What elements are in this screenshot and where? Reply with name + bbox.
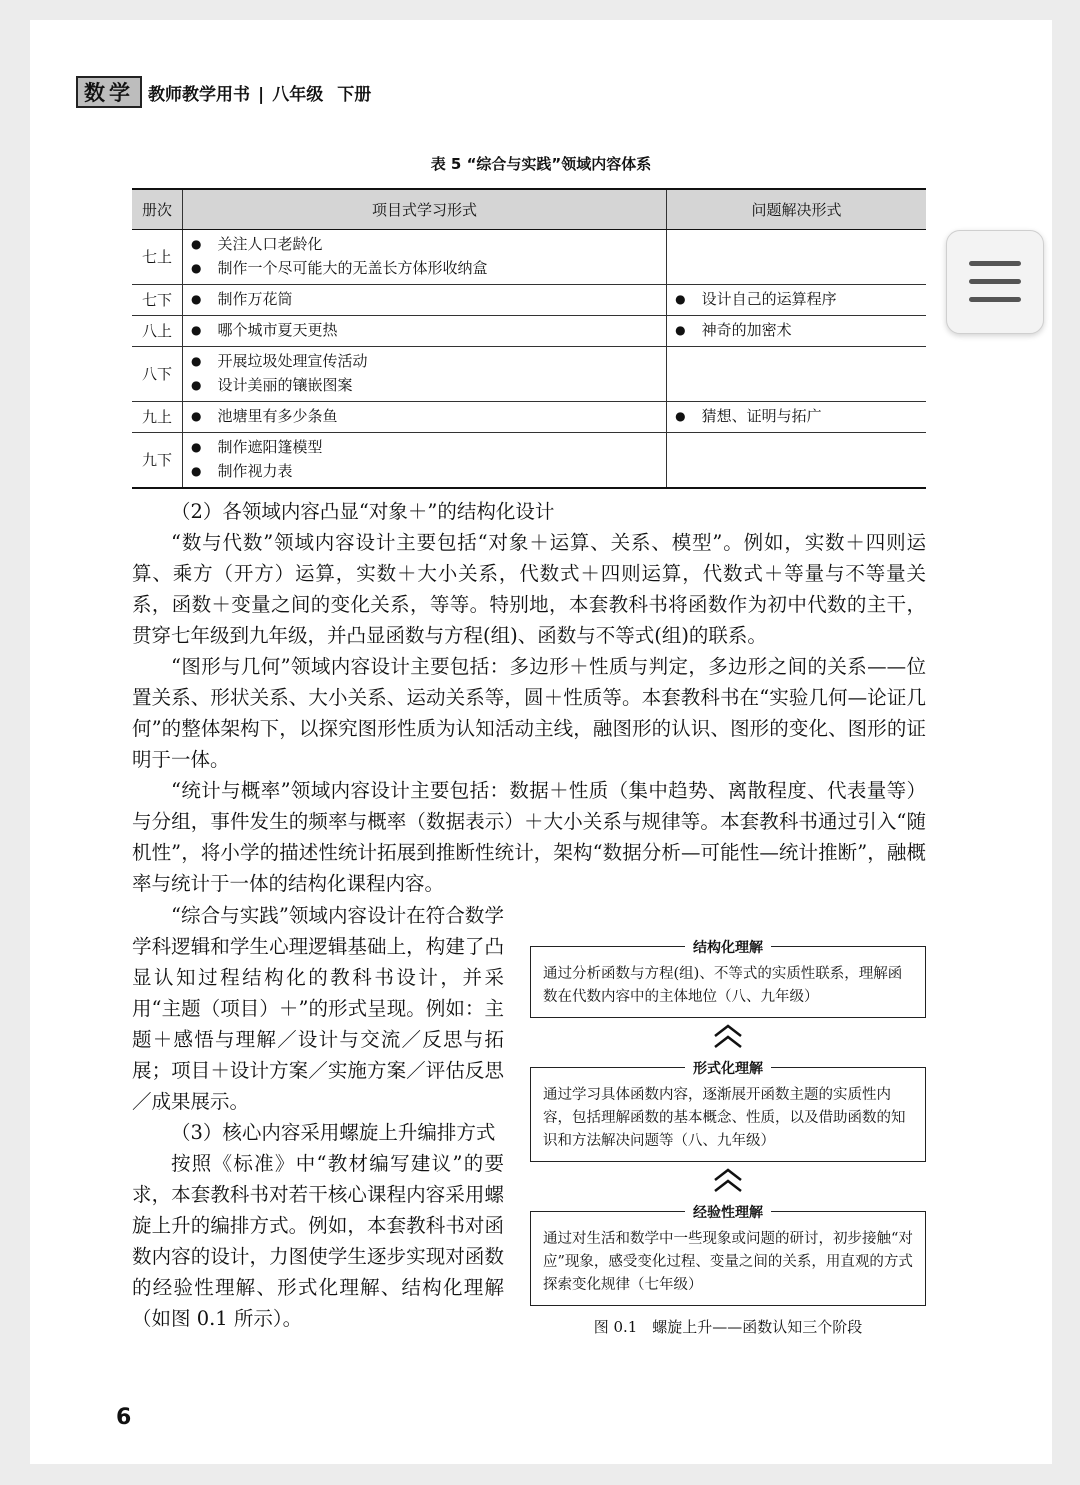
volume-cell: 七上 xyxy=(132,230,182,285)
table-title: 表 5 “综合与实践”领域内容体系 xyxy=(430,155,652,173)
paragraph-practice: “综合与实践”领域内容设计在符合数学学科逻辑和学生心理逻辑基础上，构建了凸显认知过程结构化的教科书设计，并采用“主题（项目）＋”的形式呈现。例如：主题＋感悟与理解／设计与交流／反思与拓展；项目＋设计方案／实施方案／评估反思／成果展示。 xyxy=(132,904,504,1113)
stage-box: 通过分析函数与方程(组)、不等式的实质性联系，理解函数在代数内容中的主体地位（八、九年级） xyxy=(530,947,926,1018)
table-row xyxy=(132,285,926,316)
project-cell xyxy=(182,433,666,489)
list-item: ● 关注人口老龄化 xyxy=(191,233,658,257)
body-text xyxy=(132,496,926,899)
list-item: ● 神奇的加密术 xyxy=(675,319,918,343)
header-separator: | xyxy=(258,84,265,105)
project-cell xyxy=(182,347,666,402)
hamburger-menu-icon xyxy=(967,257,1023,307)
term-label: 下册 xyxy=(337,84,372,105)
volume-cell: 九下 xyxy=(132,433,182,489)
double-chevron-up-icon xyxy=(530,1162,926,1200)
stage-box: 通过对生活和数学中一些现象或问题的研讨，初步接触“对应”现象，感受变化过程、变量之间的关系，用直观的方式探索变化规律（七年级） xyxy=(530,1212,926,1306)
paragraph-number-algebra: “数与代数”领域内容设计主要包括“对象＋运算、关系、模型”。例如，实数＋四则运算、乘方（开方）运算，实数＋大小关系，代数式＋四则运算，代数式＋等量与不等量关系，函数＋变量之间的变化关系，等等。特别地，本套教科书将函数作为初中代数的主干，贯穿七年级到九年级，并凸显函数与方程(组)、函数与不等式(组)的联系。 xyxy=(132,531,926,647)
table-row xyxy=(132,402,926,433)
list-item: ● 设计自己的运算程序 xyxy=(675,288,918,312)
double-chevron-up-icon xyxy=(530,1018,926,1056)
page-number: 6 xyxy=(116,1405,132,1430)
table-row xyxy=(132,230,926,285)
stage-block-formal xyxy=(530,1058,926,1162)
column-header-project-form: 项目式学习形式 xyxy=(182,189,666,230)
list-item: ● 制作视力表 xyxy=(191,460,658,484)
stage-title: 形式化理解 xyxy=(685,1061,771,1077)
book-title: 教师教学用书 xyxy=(148,84,250,105)
stage-box: 通过学习具体函数内容，逐渐展开函数主题的实质性内容，包括理解函数的基本概念、性质，以及借助函数的知识和方法解决问题等（八、九年级） xyxy=(530,1068,926,1162)
stage-title: 经验性理解 xyxy=(685,1205,771,1221)
problem-cell xyxy=(667,285,926,316)
paragraph-statistics: “统计与概率”领域内容设计主要包括：数据＋性质（集中趋势、离散程度、代表量等）与分组，事件发生的频率与概率（数据表示）＋大小关系与规律等。本套教科书通过引入“随机性”，将小学的描述性统计拓展到推断性统计，架构“数据分析—可能性—统计推断”，融概率与统计于一体的结构化课程内容。 xyxy=(132,779,926,895)
paragraph-geometry: “图形与几何”领域内容设计主要包括：多边形＋性质与判定，多边形之间的关系——位置关系、形状关系、大小关系、运动关系等，圆＋性质等。本套教科书在“实验几何—论证几何”的整体架构下，以探究图形性质为认知活动主线，融图形的认识、图形的变化、图形的证明于一体。 xyxy=(132,655,926,771)
running-header xyxy=(76,76,371,108)
list-item: ● 制作一个尽可能大的无盖长方体形收纳盒 xyxy=(191,257,658,281)
volume-cell: 八下 xyxy=(132,347,182,402)
problem-cell xyxy=(667,402,926,433)
stage-block-experiential xyxy=(530,1202,926,1306)
project-cell xyxy=(182,316,666,347)
grade-label: 八年级 xyxy=(272,84,324,105)
list-item: ● 设计美丽的镶嵌图案 xyxy=(191,374,658,398)
paragraph-spiral: 按照《标准》中“教材编写建议”的要求，本套教科书对若干核心课程内容采用螺旋上升的编排方式。例如，本套教科书对函数内容的设计，力图使学生逐步实现对函数的经验性理解、形式化理解、结构化理解（如图 0.1 所示）。 xyxy=(132,1152,504,1330)
list-item: ● 池塘里有多少条鱼 xyxy=(191,405,658,429)
project-cell xyxy=(182,402,666,433)
left-column-text xyxy=(132,900,504,1334)
volume-cell: 九上 xyxy=(132,402,182,433)
document-page xyxy=(30,20,1052,1464)
figure-function-cognition xyxy=(530,935,926,1337)
section-heading: （2）各领域内容凸显“对象＋”的结构化设计 xyxy=(171,500,555,523)
section-heading: （3）核心内容采用螺旋上升编排方式 xyxy=(171,1121,496,1144)
table-row xyxy=(132,433,926,489)
problem-cell xyxy=(667,230,926,285)
list-item: ● 制作万花筒 xyxy=(191,288,658,312)
list-item: ● 猜想、证明与拓广 xyxy=(675,405,918,429)
column-header-problem-form: 问题解决形式 xyxy=(667,189,926,230)
stage-title: 结构化理解 xyxy=(685,940,771,956)
table-header-row xyxy=(132,189,926,230)
list-item: ● 制作遮阳篷模型 xyxy=(191,436,658,460)
list-item: ● 哪个城市夏天更热 xyxy=(191,319,658,343)
header-title xyxy=(148,80,371,105)
volume-cell: 七下 xyxy=(132,285,182,316)
problem-cell xyxy=(667,347,926,402)
problem-cell xyxy=(667,433,926,489)
column-header-volume: 册次 xyxy=(132,189,182,230)
content-system-table xyxy=(132,188,926,489)
menu-button[interactable] xyxy=(946,230,1044,334)
table-row xyxy=(132,347,926,402)
table-row xyxy=(132,316,926,347)
problem-cell xyxy=(667,316,926,347)
figure-caption: 图 0.1 螺旋上升——函数认知三个阶段 xyxy=(593,1318,863,1336)
project-cell xyxy=(182,285,666,316)
project-cell xyxy=(182,230,666,285)
stage-block-structural xyxy=(530,937,926,1018)
list-item: ● 开展垃圾处理宣传活动 xyxy=(191,350,658,374)
subject-badge: 数学 xyxy=(76,76,142,108)
volume-cell: 八上 xyxy=(132,316,182,347)
